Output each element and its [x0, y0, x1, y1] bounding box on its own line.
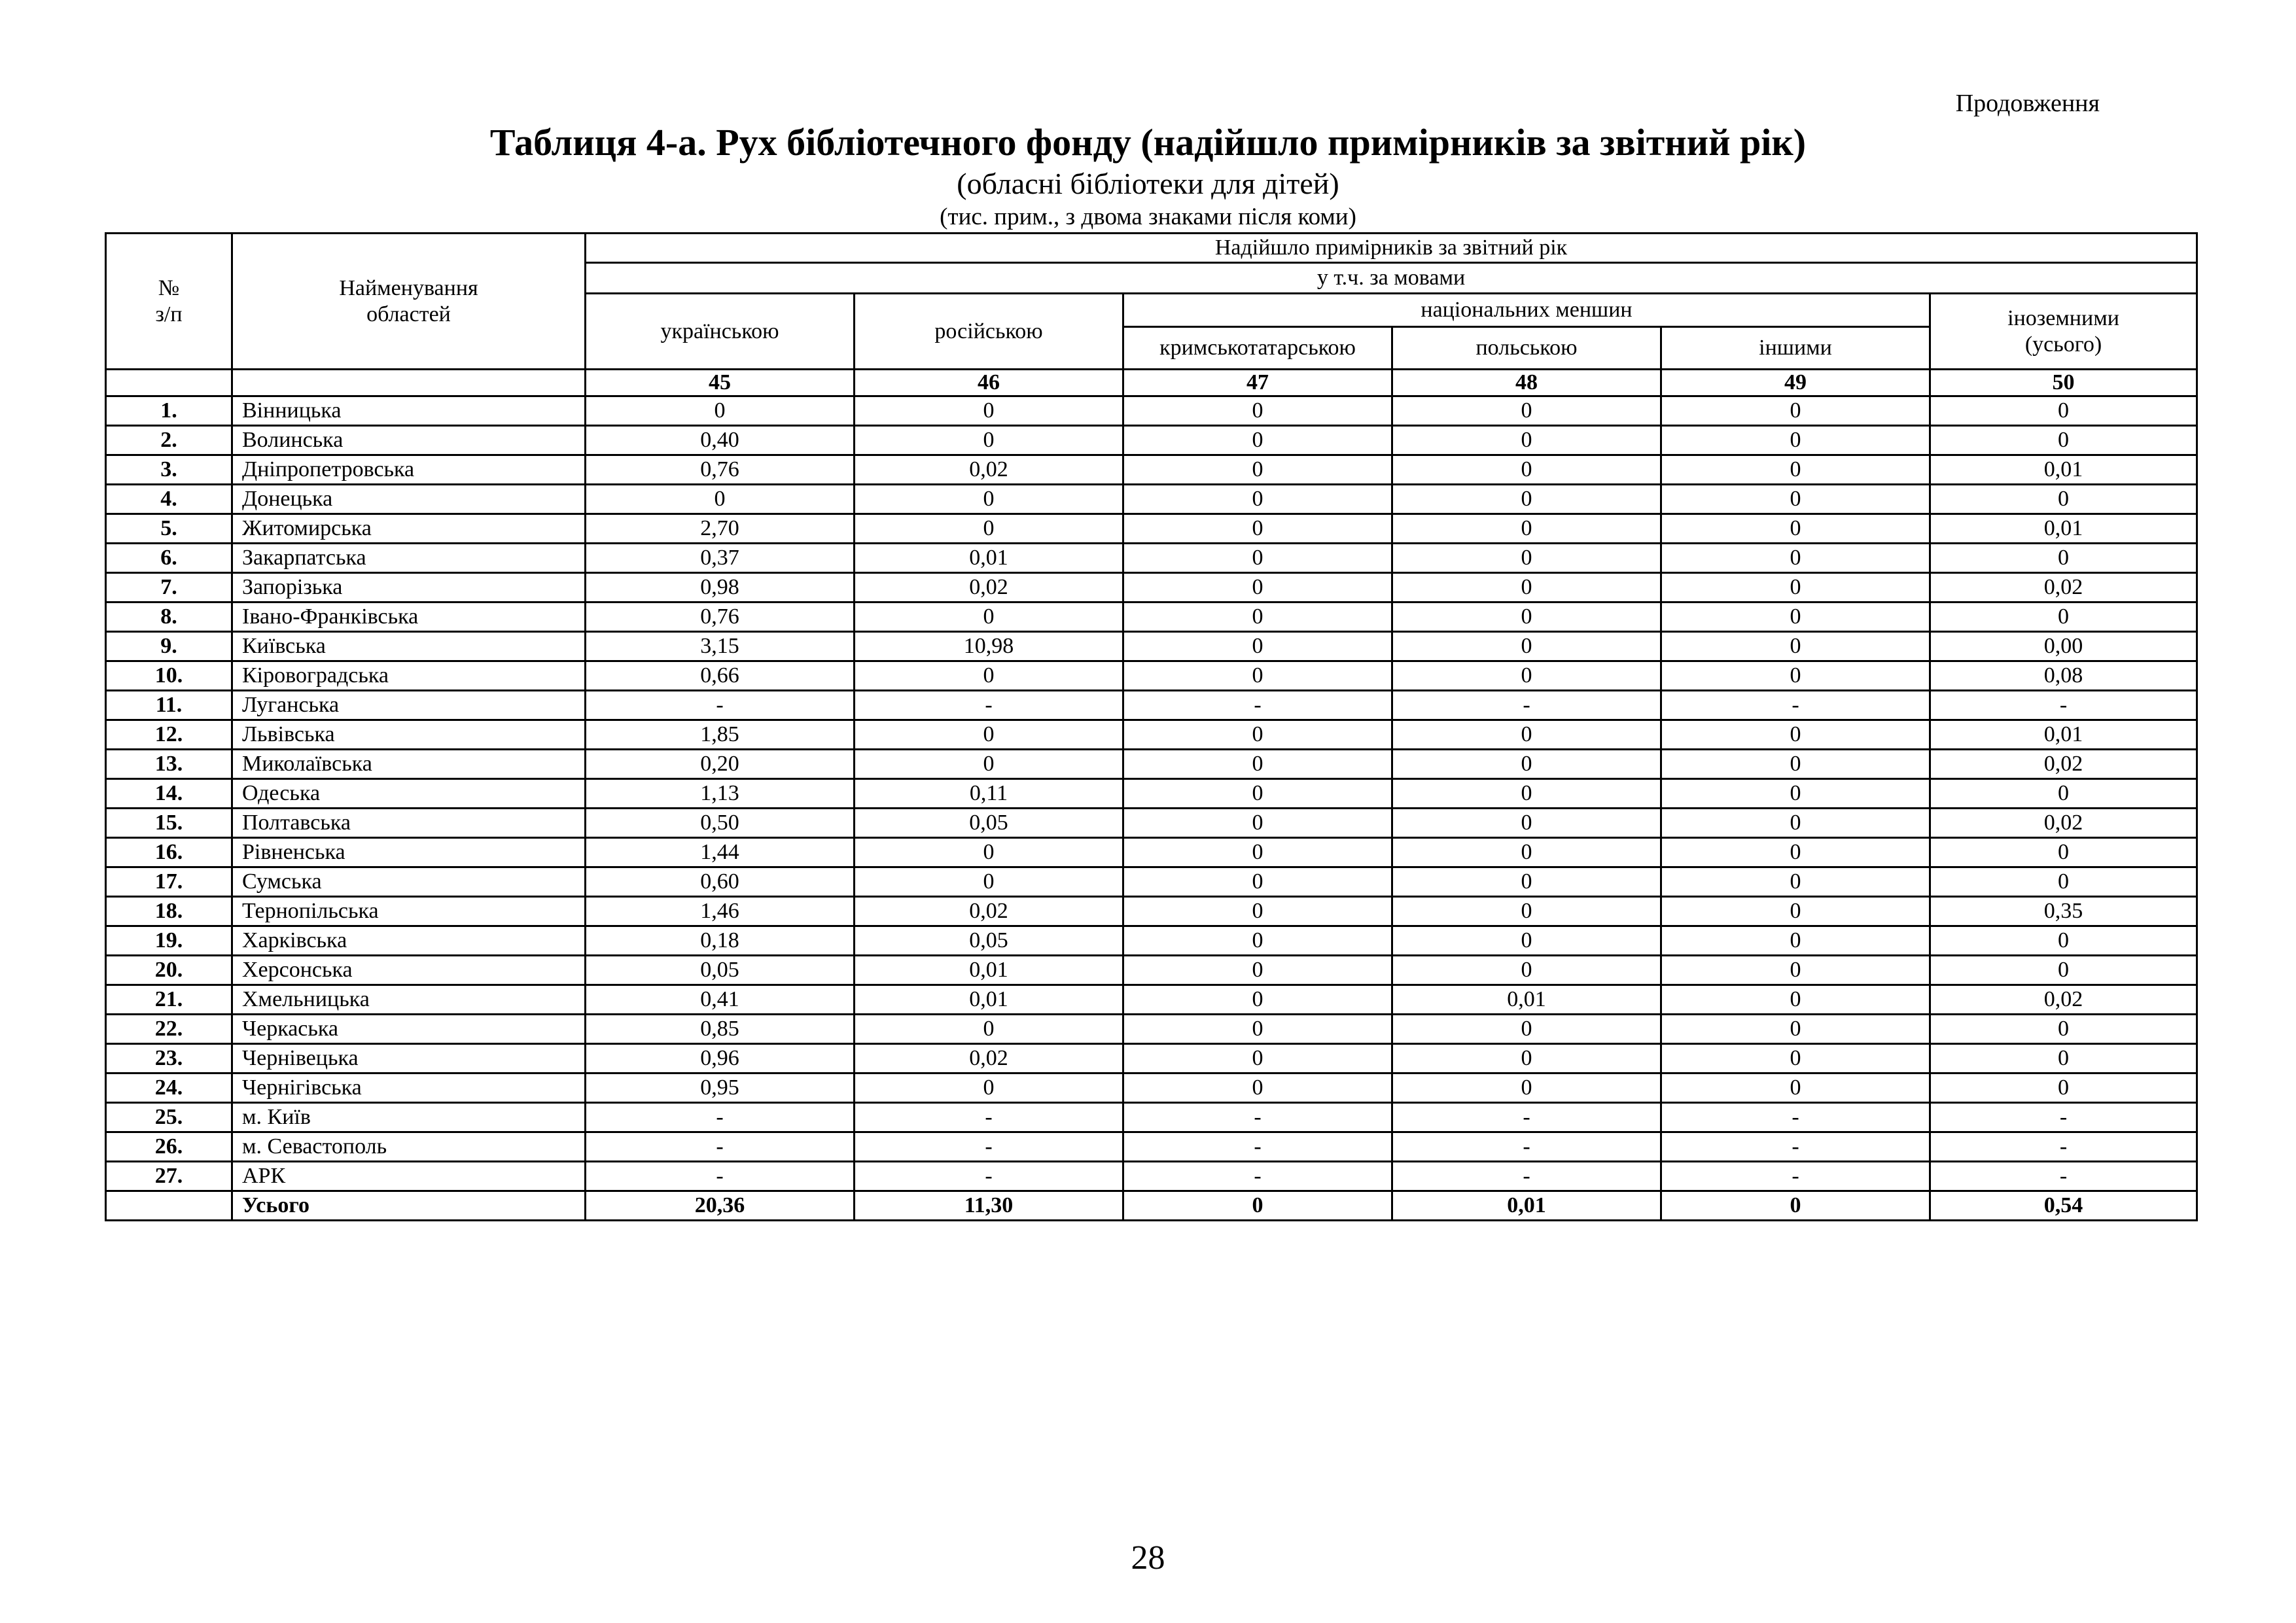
value-cell: 0	[1930, 867, 2197, 897]
value-cell: 0	[1123, 426, 1392, 455]
row-number: 25.	[106, 1103, 232, 1132]
value-cell: 0	[1123, 602, 1392, 632]
value-cell: 0	[1392, 396, 1661, 426]
row-number: 21.	[106, 985, 232, 1015]
value-cell: 0	[1930, 485, 2197, 514]
row-number: 24.	[106, 1073, 232, 1103]
value-cell: 0,76	[586, 602, 855, 632]
row-number: 6.	[106, 544, 232, 573]
value-cell: 0,95	[586, 1073, 855, 1103]
value-cell: 0,11	[855, 779, 1123, 809]
value-cell: 0	[1661, 956, 1930, 985]
value-cell: 11,30	[855, 1191, 1123, 1221]
region-name: Волинська	[232, 426, 586, 455]
value-cell: 0	[1661, 838, 1930, 867]
value-cell: 0	[855, 485, 1123, 514]
value-cell: 0	[1661, 396, 1930, 426]
table-row	[106, 838, 2197, 867]
value-cell: 0	[1123, 1015, 1392, 1044]
value-cell: -	[1392, 1132, 1661, 1162]
value-cell: 0	[855, 661, 1123, 691]
value-cell: 0,01	[1392, 985, 1661, 1015]
value-cell: -	[1661, 1162, 1930, 1191]
region-name: Запорізька	[232, 573, 586, 602]
value-cell: -	[1661, 1103, 1930, 1132]
table-row	[106, 602, 2197, 632]
column-number: 50	[1930, 370, 2197, 396]
value-cell: -	[1661, 691, 1930, 720]
value-cell: 20,36	[586, 1191, 855, 1221]
region-name: Полтавська	[232, 809, 586, 838]
region-name: Чернігівська	[232, 1073, 586, 1103]
value-cell: 0	[855, 750, 1123, 779]
table-row	[106, 485, 2197, 514]
table-row	[106, 926, 2197, 956]
table-row	[106, 661, 2197, 691]
value-cell: 0,01	[1930, 720, 2197, 750]
value-cell: 0,01	[855, 985, 1123, 1015]
row-number: 11.	[106, 691, 232, 720]
value-cell: 0,41	[586, 985, 855, 1015]
value-cell: 0,66	[586, 661, 855, 691]
row-number: 22.	[106, 1015, 232, 1044]
value-cell: -	[1930, 1162, 2197, 1191]
value-cell: 0,76	[586, 455, 855, 485]
value-cell: 0	[1123, 750, 1392, 779]
library-fund-table	[105, 232, 2198, 1221]
header-number-label: № з/п	[155, 276, 183, 326]
value-cell: 0	[1392, 779, 1661, 809]
value-cell: 0	[855, 396, 1123, 426]
value-cell: 0,05	[855, 809, 1123, 838]
value-cell: 0	[1930, 838, 2197, 867]
table-row	[106, 1015, 2197, 1044]
header-ukrainian: українською	[586, 294, 855, 370]
value-cell: 0,20	[586, 750, 855, 779]
value-cell: 0	[1392, 661, 1661, 691]
row-number: 4.	[106, 485, 232, 514]
value-cell: 0	[1661, 1044, 1930, 1073]
row-number: 16.	[106, 838, 232, 867]
row-number: 15.	[106, 809, 232, 838]
table-row	[106, 396, 2197, 426]
column-number: 47	[1123, 370, 1392, 396]
header-region-name	[232, 234, 586, 370]
row-number: 7.	[106, 573, 232, 602]
value-cell: 0	[1661, 897, 1930, 926]
value-cell: 0	[1123, 544, 1392, 573]
value-cell: 0	[855, 867, 1123, 897]
value-cell: 0	[1392, 602, 1661, 632]
value-cell: 0	[1930, 396, 2197, 426]
table-row	[106, 1103, 2197, 1132]
region-name: Одеська	[232, 779, 586, 809]
value-cell: 0	[1123, 926, 1392, 956]
value-cell: -	[1123, 691, 1392, 720]
table-row	[106, 720, 2197, 750]
table-row	[106, 750, 2197, 779]
value-cell: 0,37	[586, 544, 855, 573]
value-cell: -	[1930, 691, 2197, 720]
value-cell: 0,00	[1930, 632, 2197, 661]
region-name: Житомирська	[232, 514, 586, 544]
row-number: 9.	[106, 632, 232, 661]
row-number: 20.	[106, 956, 232, 985]
value-cell: 0	[1392, 426, 1661, 455]
table-row	[106, 632, 2197, 661]
column-number: 45	[586, 370, 855, 396]
value-cell: 0	[1123, 720, 1392, 750]
value-cell: 0	[1661, 809, 1930, 838]
value-cell: -	[1930, 1103, 2197, 1132]
row-number: 23.	[106, 1044, 232, 1073]
value-cell: 0,85	[586, 1015, 855, 1044]
value-cell: -	[1123, 1103, 1392, 1132]
value-cell: 0	[1392, 926, 1661, 956]
value-cell: 0	[1392, 455, 1661, 485]
row-number: 2.	[106, 426, 232, 455]
region-name: Вінницька	[232, 396, 586, 426]
column-number: 48	[1392, 370, 1661, 396]
value-cell: 0	[1123, 1191, 1392, 1221]
value-cell: 0	[1661, 867, 1930, 897]
value-cell: 0	[1661, 514, 1930, 544]
table-row	[106, 809, 2197, 838]
value-cell: 0	[1661, 1073, 1930, 1103]
table-row	[106, 691, 2197, 720]
value-cell: 0	[1661, 426, 1930, 455]
table-row	[106, 426, 2197, 455]
header-by-language: у т.ч. за мовами	[586, 263, 2197, 294]
value-cell: 0	[1930, 779, 2197, 809]
row-number: 18.	[106, 897, 232, 926]
value-cell: 1,46	[586, 897, 855, 926]
table-row	[106, 1162, 2197, 1191]
value-cell: 0	[1392, 573, 1661, 602]
value-cell: 0	[1930, 602, 2197, 632]
value-cell: 0	[1392, 1073, 1661, 1103]
value-cell: 0,40	[586, 426, 855, 455]
value-cell: 0	[1123, 956, 1392, 985]
value-cell: 0	[1392, 838, 1661, 867]
value-cell: 0,96	[586, 1044, 855, 1073]
value-cell: 0	[855, 602, 1123, 632]
value-cell: -	[855, 1103, 1123, 1132]
value-cell: 0,08	[1930, 661, 2197, 691]
header-other: іншими	[1661, 327, 1930, 370]
column-number: 49	[1661, 370, 1930, 396]
table-row	[106, 1073, 2197, 1103]
value-cell: 0,01	[1392, 1191, 1661, 1221]
value-cell: -	[586, 1162, 855, 1191]
units-note: (тис. прим., з двома знаками після коми)	[940, 203, 1356, 230]
table-row	[106, 956, 2197, 985]
region-name: Хмельницька	[232, 985, 586, 1015]
value-cell: 0,02	[1930, 750, 2197, 779]
value-cell: 0	[1661, 632, 1930, 661]
table-row	[106, 544, 2197, 573]
header-russian: російською	[855, 294, 1123, 370]
value-cell: 0	[1930, 1015, 2197, 1044]
value-cell: 0	[1930, 1044, 2197, 1073]
value-cell: 0	[855, 514, 1123, 544]
value-cell: 0,02	[1930, 985, 2197, 1015]
value-cell: 0	[1930, 544, 2197, 573]
table-row	[106, 514, 2197, 544]
table-row	[106, 1132, 2197, 1162]
value-cell: 0	[1661, 455, 1930, 485]
row-number: 27.	[106, 1162, 232, 1191]
value-cell: 0	[1661, 602, 1930, 632]
value-cell: 0	[1661, 661, 1930, 691]
table-row	[106, 867, 2197, 897]
value-cell: 0	[855, 1015, 1123, 1044]
value-cell: 0,05	[586, 956, 855, 985]
region-name: Кіровоградська	[232, 661, 586, 691]
value-cell: -	[1930, 1132, 2197, 1162]
total-row	[106, 1191, 2197, 1221]
value-cell: 0	[1123, 573, 1392, 602]
value-cell: 0,98	[586, 573, 855, 602]
table-row	[106, 573, 2197, 602]
value-cell: 0	[1123, 514, 1392, 544]
value-cell: 0	[1392, 897, 1661, 926]
header-foreign	[1930, 294, 2197, 370]
region-name: Закарпатська	[232, 544, 586, 573]
value-cell: 0	[855, 838, 1123, 867]
value-cell: 10,98	[855, 632, 1123, 661]
value-cell: 0	[1123, 661, 1392, 691]
value-cell: 0	[1661, 985, 1930, 1015]
value-cell: 0,01	[1930, 514, 2197, 544]
region-name: Тернопільська	[232, 897, 586, 926]
header-crimean-tatar: кримськотатарською	[1123, 327, 1392, 370]
value-cell: 0,05	[855, 926, 1123, 956]
value-cell: 0,60	[586, 867, 855, 897]
value-cell: 3,15	[586, 632, 855, 661]
value-cell: 0	[1123, 396, 1392, 426]
value-cell: -	[855, 1132, 1123, 1162]
value-cell: -	[855, 691, 1123, 720]
value-cell: 0	[586, 485, 855, 514]
value-cell: 0	[1661, 485, 1930, 514]
value-cell: -	[586, 691, 855, 720]
value-cell: 0	[1392, 720, 1661, 750]
value-cell: 0	[1123, 1073, 1392, 1103]
region-name: Івано-Франківська	[232, 602, 586, 632]
table-row	[106, 455, 2197, 485]
value-cell: 0	[1392, 956, 1661, 985]
region-name: Рівненська	[232, 838, 586, 867]
header-polish: польською	[1392, 327, 1661, 370]
table-row	[106, 779, 2197, 809]
value-cell: 0	[1661, 926, 1930, 956]
header-number-blank	[106, 370, 232, 396]
value-cell: 0	[1123, 809, 1392, 838]
value-cell: 0	[1123, 1044, 1392, 1073]
region-name: Черкаська	[232, 1015, 586, 1044]
value-cell: 1,44	[586, 838, 855, 867]
row-number: 14.	[106, 779, 232, 809]
header-received: Надійшло примірників за звітний рік	[586, 234, 2197, 263]
value-cell: 0	[1123, 985, 1392, 1015]
value-cell: 0	[1392, 632, 1661, 661]
value-cell: 0,02	[1930, 573, 2197, 602]
region-name: м. Київ	[232, 1103, 586, 1132]
value-cell: 0	[1392, 809, 1661, 838]
row-number: 19.	[106, 926, 232, 956]
value-cell: -	[1392, 1103, 1661, 1132]
value-cell: 0	[1123, 632, 1392, 661]
region-name: Луганська	[232, 691, 586, 720]
row-number: 10.	[106, 661, 232, 691]
table-row	[106, 985, 2197, 1015]
header-region-name-label: Найменування областей	[339, 276, 478, 326]
region-name: Донецька	[232, 485, 586, 514]
value-cell: 0,02	[855, 897, 1123, 926]
region-name: Херсонська	[232, 956, 586, 985]
value-cell: 0	[586, 396, 855, 426]
row-number: 1.	[106, 396, 232, 426]
region-name: м. Севастополь	[232, 1132, 586, 1162]
value-cell: 0,02	[1930, 809, 2197, 838]
region-name: Сумська	[232, 867, 586, 897]
row-number: 17.	[106, 867, 232, 897]
region-name: АРК	[232, 1162, 586, 1191]
value-cell: -	[586, 1103, 855, 1132]
value-cell: 0	[1661, 1015, 1930, 1044]
value-cell: 0	[1661, 573, 1930, 602]
region-name: Чернівецька	[232, 1044, 586, 1073]
value-cell: 0	[1392, 544, 1661, 573]
value-cell: 0,02	[855, 573, 1123, 602]
value-cell: 0	[1392, 514, 1661, 544]
continuation-label: Продовження	[1955, 90, 2100, 117]
value-cell: 0	[1392, 750, 1661, 779]
row-number: 3.	[106, 455, 232, 485]
region-name: Львівська	[232, 720, 586, 750]
value-cell: 0,18	[586, 926, 855, 956]
value-cell: 0	[855, 1073, 1123, 1103]
value-cell: 0,54	[1930, 1191, 2197, 1221]
table-title: Таблиця 4-а. Рух бібліотечного фонду (надійшло примірників за звітний рік)	[489, 121, 1807, 164]
value-cell: 0	[1123, 485, 1392, 514]
value-cell: 0,02	[855, 1044, 1123, 1073]
value-cell: 0,01	[855, 956, 1123, 985]
header-number	[106, 234, 232, 370]
value-cell: 0	[1123, 897, 1392, 926]
column-number: 46	[855, 370, 1123, 396]
value-cell: 0	[855, 720, 1123, 750]
value-cell: 0,01	[855, 544, 1123, 573]
value-cell: 0	[855, 426, 1123, 455]
value-cell: 0	[1123, 838, 1392, 867]
page-number: 28	[1131, 1539, 1165, 1577]
header-name-blank	[232, 370, 586, 396]
row-number: 8.	[106, 602, 232, 632]
value-cell: -	[1392, 1162, 1661, 1191]
value-cell: 0	[1930, 1073, 2197, 1103]
value-cell: -	[1123, 1162, 1392, 1191]
header-foreign-label: іноземними (усього)	[2007, 306, 2119, 357]
row-number: 12.	[106, 720, 232, 750]
value-cell: 0	[1392, 1015, 1661, 1044]
value-cell: 0	[1661, 720, 1930, 750]
table-body	[106, 396, 2197, 1221]
value-cell: 0	[1123, 779, 1392, 809]
region-name: Усього	[232, 1191, 586, 1221]
value-cell: 0	[1661, 544, 1930, 573]
value-cell: 0	[1123, 455, 1392, 485]
region-name: Миколаївська	[232, 750, 586, 779]
row-number	[106, 1191, 232, 1221]
row-number: 13.	[106, 750, 232, 779]
value-cell: 2,70	[586, 514, 855, 544]
row-number: 5.	[106, 514, 232, 544]
value-cell: 1,85	[586, 720, 855, 750]
table-row	[106, 897, 2197, 926]
value-cell: 0	[1123, 867, 1392, 897]
value-cell: 0,50	[586, 809, 855, 838]
value-cell: -	[586, 1132, 855, 1162]
region-name: Київська	[232, 632, 586, 661]
value-cell: -	[1661, 1132, 1930, 1162]
value-cell: 0	[1930, 926, 2197, 956]
header-minorities: національних меншин	[1123, 294, 1930, 327]
value-cell: 0	[1661, 779, 1930, 809]
value-cell: -	[1392, 691, 1661, 720]
value-cell: 0	[1930, 426, 2197, 455]
value-cell: 0	[1661, 750, 1930, 779]
value-cell: 0	[1661, 1191, 1930, 1221]
value-cell: 1,13	[586, 779, 855, 809]
row-number: 26.	[106, 1132, 232, 1162]
value-cell: -	[855, 1162, 1123, 1191]
value-cell: -	[1123, 1132, 1392, 1162]
value-cell: 0	[1392, 867, 1661, 897]
table-row	[106, 1044, 2197, 1073]
value-cell: 0	[1392, 485, 1661, 514]
region-name: Харківська	[232, 926, 586, 956]
value-cell: 0,35	[1930, 897, 2197, 926]
value-cell: 0,02	[855, 455, 1123, 485]
value-cell: 0	[1930, 956, 2197, 985]
value-cell: 0	[1392, 1044, 1661, 1073]
value-cell: 0,01	[1930, 455, 2197, 485]
region-name: Дніпропетровська	[232, 455, 586, 485]
table-subtitle: (обласні бібліотеки для дітей)	[957, 167, 1339, 200]
